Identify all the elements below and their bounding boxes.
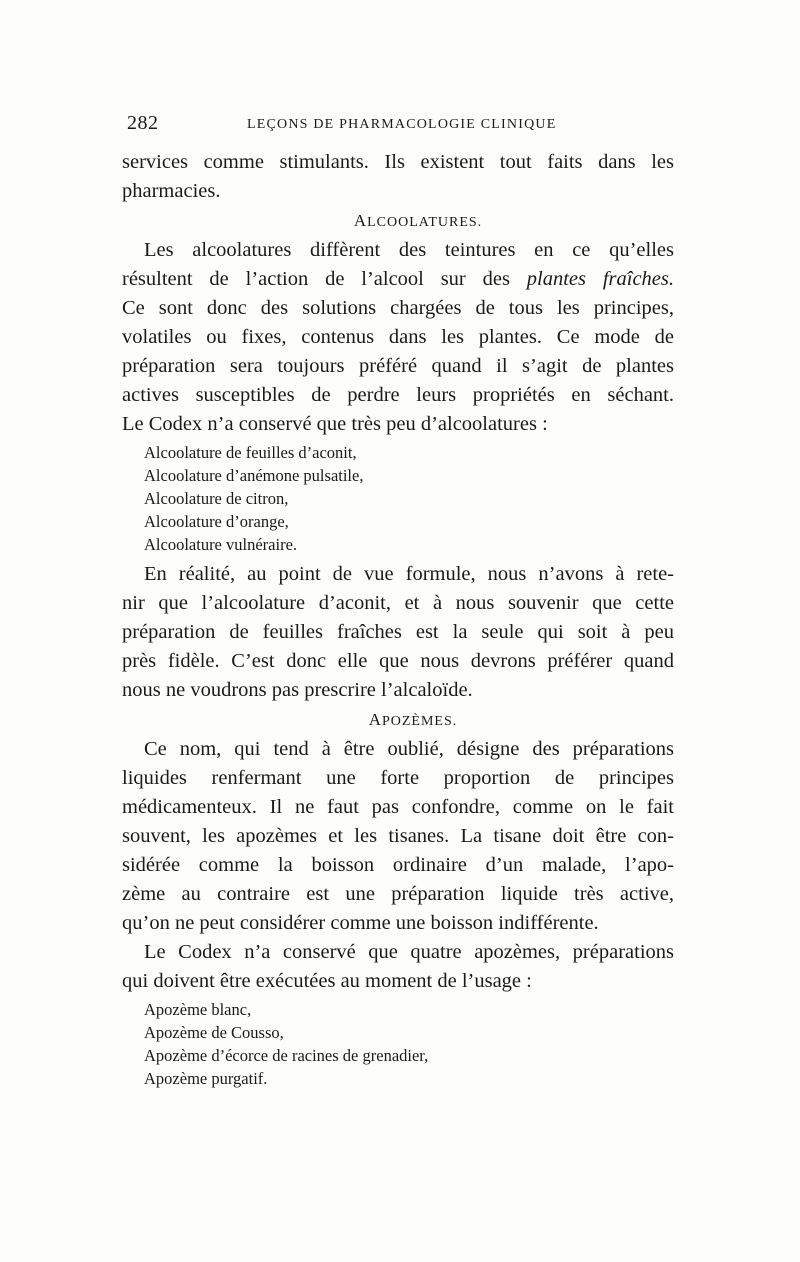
text-line: services comme stimulants. Ils existent tout faits dans les [122, 151, 674, 173]
list-item: Apozème purgatif. [144, 1069, 268, 1088]
alcoolature-list [122, 441, 674, 556]
list-item: Alcoolature de feuilles d’aconit, [144, 443, 357, 462]
list-item: Alcoolature de citron, [144, 489, 289, 508]
text-line: sidérée comme la boisson ordinaire d’un malade, l’apo- [122, 854, 674, 876]
text-line: pharmacies. [122, 180, 221, 202]
text-line: qui doivent être exécutées au moment de l’usage : [122, 970, 532, 992]
text-line: Les alcoolatures diffèrent des teintures en ce qu’elles [144, 239, 674, 261]
page-header [127, 112, 675, 142]
text-line: Le Codex n’a conservé que très peu d’alcoolatures : [122, 413, 548, 435]
section-heading-alcoolatures: ALCOOLATURES. [353, 211, 483, 230]
text-line: près fidèle. C’est donc elle que nous devrons préférer quand [122, 650, 674, 672]
italic-phrase: plantes fraîches. [526, 268, 675, 290]
apozeme-list [122, 998, 674, 1090]
text-line: préparation sera toujours préféré quand il s’agit de plantes [122, 355, 674, 377]
text-line: zème au contraire est une préparation liquide très active, [122, 883, 674, 905]
list-item: Alcoolature vulnéraire. [144, 535, 298, 554]
list-item: Alcoolature d’orange, [144, 512, 289, 531]
text-line: souvent, les apozèmes et les tisanes. La tisane doit être con- [122, 825, 674, 847]
list-item: Apozème d’écorce de racines de grenadier, [144, 1046, 429, 1065]
text-line: Ce nom, qui tend à être oublié, désigne des préparations [144, 738, 674, 760]
text-line: nir que l’alcoolature d’aconit, et à nous souvenir que cette [122, 592, 674, 614]
text-line: Ce sont donc des solutions chargées de tous les principes, [122, 297, 674, 319]
text-line: résultent de l’action de l’alcool sur des plantes fraîches. [122, 268, 675, 290]
section-heading-apozemes: APOZÈMES. [368, 710, 458, 729]
page-body [122, 148, 674, 1090]
text-line: qu’on ne peut considérer comme une boisson indifférente. [122, 912, 599, 934]
list-item: Apozème de Cousso, [144, 1023, 284, 1042]
text-line: actives susceptibles de perdre leurs propriétés en séchant. [122, 384, 674, 406]
list-item: Apozème blanc, [144, 1000, 252, 1019]
page-number: 282 [127, 112, 159, 134]
text-line: volatiles ou fixes, contenus dans les plantes. Ce mode de [122, 326, 674, 348]
text-line: Le Codex n’a conservé que quatre apozèmes, préparations [144, 941, 674, 963]
text-line: En réalité, au point de vue formule, nous n’avons à rete- [144, 563, 674, 585]
text-line: nous ne voudrons pas prescrire l’alcaloïde. [122, 679, 473, 701]
text-line: médicamenteux. Il ne faut pas confondre, comme on le fait [122, 796, 674, 818]
text-line: liquides renfermant une forte proportion de principes [122, 767, 674, 789]
text-line: préparation de feuilles fraîches est la seule qui soit à peu [122, 621, 674, 643]
running-title: LEÇONS DE PHARMACOLOGIE CLINIQUE [247, 117, 557, 132]
list-item: Alcoolature d’anémone pulsatile, [144, 466, 364, 485]
